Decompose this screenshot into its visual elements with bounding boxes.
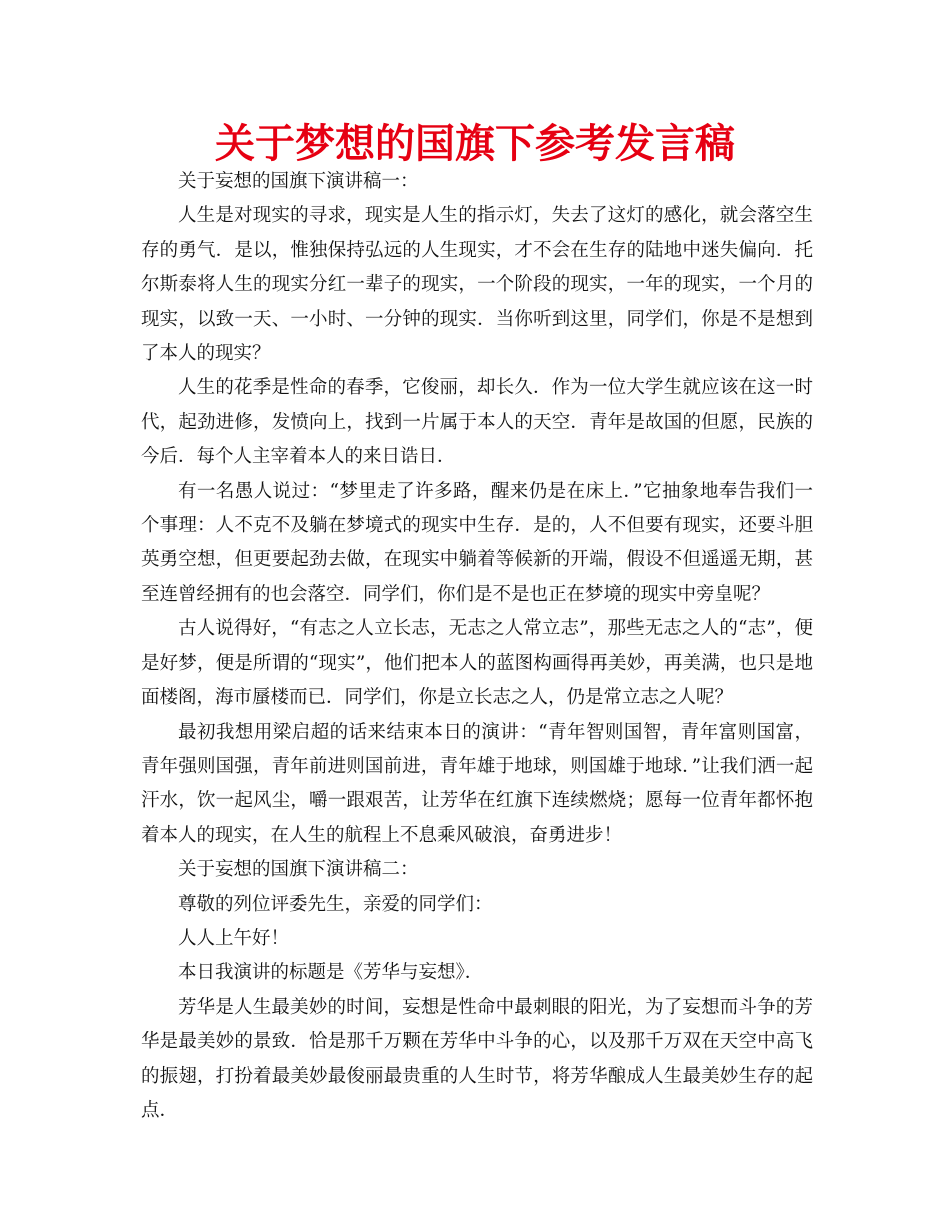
- paragraph-section-heading-1: 关于妄想的国旗下演讲稿一：: [178, 171, 419, 192]
- paragraph: 人生的花季是性命的春季，它俊丽，却长久．作为一位大学生就应该在这一时代，起劲进修，发愤向上，找到一片属于本人的天空．青年是故国的但愿，民族的今后．每个人主宰着本人的来日诰日．: [141, 377, 813, 468]
- paragraph: 人生是对现实的寻求，现实是人生的指示灯，失去了这灯的感化，就会落空生存的勇气．是以，惟独保持弘远的人生现实，才不会在生存的陆地中迷失偏向．托尔斯泰将人生的现实分红一辈子的现实，一个阶段的现实，一年的现实，一个月的现实，以致一天、一小时、一分钟的现实．当你听到这里，同学们，你是不是想到了本人的现实？: [141, 205, 813, 365]
- paragraph-section-heading-2: 关于妄想的国旗下演讲稿二：: [178, 859, 419, 881]
- document-title: 关于梦想的国旗下参考发言稿: [215, 121, 735, 167]
- paragraph-salutation: 尊敬的列位评委先生，亲爱的同学们：: [178, 893, 493, 915]
- paragraph: 最初我想用梁启超的话来结束本日的演讲：“青年智则国智，青年富则国富，青年强则国强，青年前进则国前进，青年雄于地球，则国雄于地球．”让我们洒一起汗水，饮一起风尘，嚼一跟艰苦，让芳华在红旗下连续燃烧；愿每一位青年都怀抱着本人的现实，在人生的航程上不息乘风破浪，奋勇进步！: [141, 721, 813, 846]
- paragraph-topic: 本日我演讲的标题是《芳华与妄想》．: [178, 962, 484, 984]
- document-body: [141, 165, 813, 1128]
- paragraph: 芳华是人生最美妙的时间，妄想是性命中最刺眼的阳光，为了妄想而斗争的芳华是最美妙的景致．恰是那千万颗在芳华中斗争的心，以及那千万双在天空中高飞的振翅，打扮着最美妙最俊丽最贵重的人生时节，将芳华酿成人生最美妙生存的起点．: [141, 996, 813, 1121]
- paragraph: 古人说得好，“有志之人立长志，无志之人常立志”，那些无志之人的“志”，便是好梦，便是所谓的“现实”，他们把本人的蓝图构画得再美妙，再美满，也只是地面楼阁，海市蜃楼而已．同学们，你是立长志之人，仍是常立志之人呢？: [141, 618, 813, 709]
- paragraph-greeting: 人人上午好！: [178, 927, 290, 949]
- paragraph: 有一名愚人说过：“梦里走了许多路，醒来仍是在床上．”它抽象地奉告我们一个事理：人不克不及躺在梦境式的现实中生存．是的，人不但要有现实，还要斗胆英勇空想，但更要起劲去做，在现实中躺着等候新的开端，假设不但遥遥无期，甚至连曾经拥有的也会落空．同学们，你们是不是也正在梦境的现实中旁皇呢？: [141, 480, 813, 605]
